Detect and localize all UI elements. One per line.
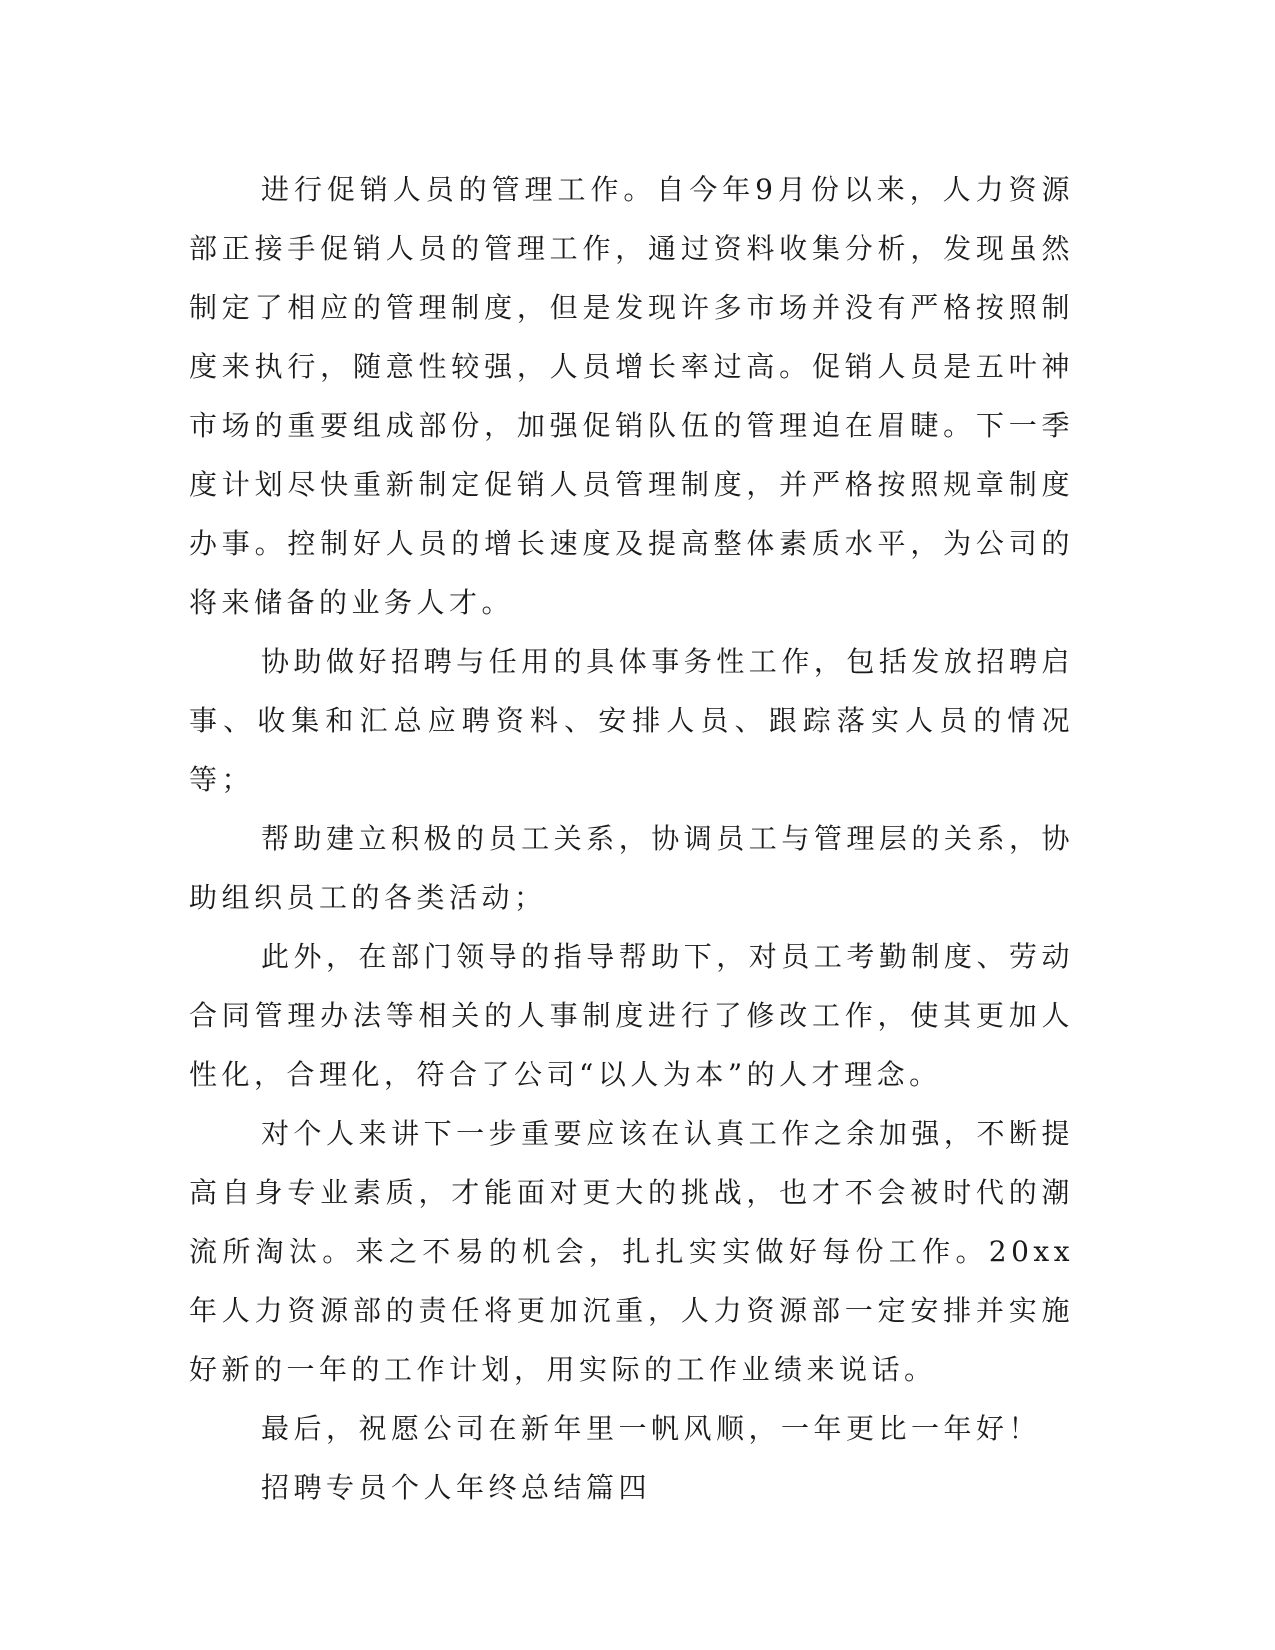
paragraph-employee-relations: 帮助建立积极的员工关系，协调员工与管理层的关系，协助组织员工的各类活动； (189, 822, 1074, 914)
paragraph-promo-staff-management: 进行促销人员的管理工作。自今年9月份以来，人力资源部正接手促销人员的管理工作，通过资料收集分析，发现虽然制定了相应的管理制度，但是发现许多市场并没有严格按照制度来执行，随意性较强，人员增长率过高。促销人员是五叶神市场的重要组成部份，加强促销队伍的管理迫在眉睫。下一季度计划尽快重新制定促销人员管理制度，并严格按照规章制度办事。控制好人员的增长速度及提高整体素质水平，为公司的将来储备的业务人才。 (189, 173, 1074, 619)
paragraph-policy-revision: 此外，在部门领导的指导帮助下，对员工考勤制度、劳动合同管理办法等相关的人事制度进行了修改工作，使其更加人性化，合理化，符合了公司“以人为本”的人才理念。 (189, 940, 1074, 1091)
paragraph-recruitment-assistance: 协助做好招聘与任用的具体事务性工作，包括发放招聘启事、收集和汇总应聘资料、安排人员、跟踪落实人员的情况等； (189, 645, 1074, 796)
section-heading-part-four: 招聘专员个人年终总结篇四 (261, 1471, 652, 1504)
document-body (189, 160, 1074, 1517)
paragraph-closing-wishes: 最后，祝愿公司在新年里一帆风顺，一年更比一年好！ (261, 1412, 1042, 1445)
paragraph-personal-plan: 对个人来讲下一步重要应该在认真工作之余加强，不断提高自身专业素质，才能面对更大的挑战，也才不会被时代的潮流所淘汰。来之不易的机会，扎扎实实做好每份工作。20xx年人力资源部的责任将更加沉重，人力资源部一定安排并实施好新的一年的工作计划，用实际的工作业绩来说话。 (189, 1117, 1074, 1386)
